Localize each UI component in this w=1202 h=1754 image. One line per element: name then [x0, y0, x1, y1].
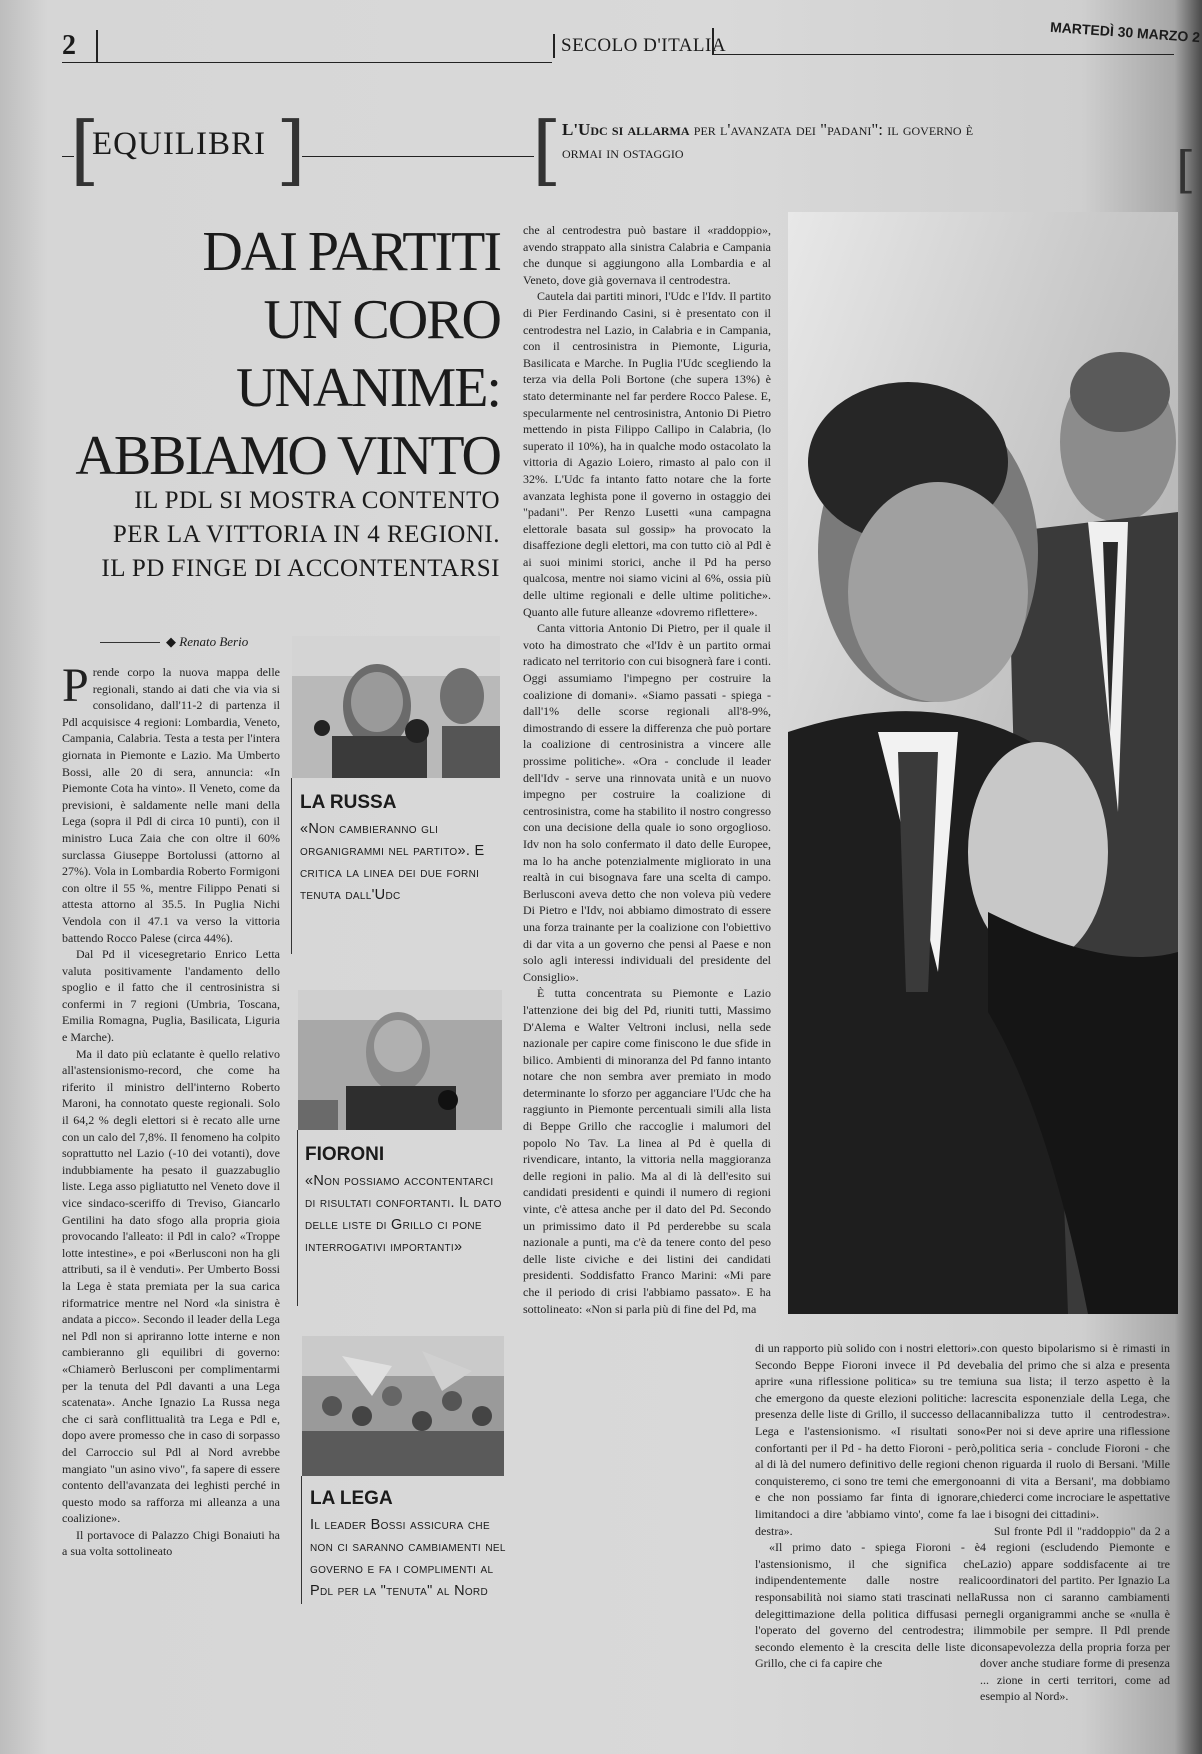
deck [60, 484, 500, 586]
photo-la-russa [292, 636, 500, 778]
paragraph: di un rapporto più solido con i nostri elettori». Secondo Beppe Fioroni invece il Pd deve aprire «una riflessione politica» su tre temi che emergono da queste elezioni politiche: la presenza delle liste di Grillo, il successo della Lega e l'astensionismo. «I risultati sono confortanti per il Pd - ha detto Fioroni - però, al di là del numero definitivo delle regioni che conquisteremo, ci sono tre temi che emergono e che non possiamo far finta di ignorare, limitandoci a dire 'abbiamo vinto', come fa la destra». [755, 1341, 980, 1538]
bracket-open-icon-2: [ [532, 105, 562, 194]
sub-kicker-lead: L'Udc si allarma [562, 120, 690, 139]
main-photo [788, 212, 1178, 1314]
issue-date: MARTEDÌ 30 MARZO 2 [1049, 18, 1201, 46]
sidebar-quote: «Non cambieranno gli organigrammi nel partito». E critica la linea dei due forni tenuta dall'Udc [300, 821, 485, 903]
paragraph: Il portavoce di Palazzo Chigi Bonaiuti ha a sua volta sottolineato [62, 1527, 280, 1559]
deck-line: PER LA VITTORIA IN 4 REGIONI. [112, 521, 500, 548]
headline [60, 218, 500, 490]
bracket-close-icon: ] [276, 105, 306, 194]
paragraph: Sul fronte Pdl il "raddoppio" da 2 a 4 regioni (escludendo Piemonte e Lazio) appare soddisfacente ai tre coordinatori del partito. Per Ignazio La Russa non ci saranno cambiamenti negli organigrammi anche se «nulla è immobile per sempre. Il Pdl prende consapevolezza della propria forza per dover anche studiare forme di presenza ... zione in certi territori, come ad esempio al Nord». [980, 1523, 1170, 1704]
photo-fioroni [298, 990, 502, 1130]
sub-kicker [562, 118, 1002, 164]
headline-line: UNANIME: [236, 357, 500, 419]
header-rule [62, 62, 552, 63]
sidebar-quote: «Non possiamo accontentarci di risultati confortanti. Il dato delle liste di Grillo ci pone interrogativi importanti» [305, 1173, 502, 1255]
deck-line: IL PD FINGE DI ACCONTENTARSI [101, 555, 500, 582]
sidebar-rule [301, 1476, 302, 1604]
paragraph-text: rende corpo la nuova mappa delle regionali, stando ai dati che via via si consolidano, dall'11-2 di partenza il Pdl acquisisce 4 regioni: Lombardia, Veneto, Campania, Calabria. Testa a testa per l'intera giornata in Piemonte e Lazio. Ma Umberto Bossi, alle 20 di sera, annuncia: «In Piemonte Cota ha vinto». Il Veneto, come da previsioni, è saldamente nelle mani della Lega (sopra il Pdl di circa 10 punti), con il ministro Luca Zaia che con oltre il 60% surclassa Giuseppe Bortolussi (attorno al 27%). Vola in Lombardia Roberto Formigoni con oltre il 55 %, mentre Filippo Penati si attesta attorno al 35.5. In Puglia Nichi Vendola con il 47.1 va verso la vittoria battendo Rocco Palese (circa 44%). [62, 665, 280, 945]
section-kicker: EQUILIBRI [92, 126, 266, 162]
bracket-open-icon-3: [ [1176, 141, 1196, 199]
sidebar-quote: Il leader Bossi assicura che non ci saranno cambiamenti nel governo e fa i complimenti al Pdl per la "tenuta" al Nord [310, 1517, 506, 1599]
sub-kicker-rest: per l'avanzata dei "padani": il governo è ormai in ostaggio [562, 120, 974, 162]
article-column-1 [62, 659, 280, 1560]
paragraph: «Il primo dato - spiega Fioroni - è l'astensionismo, il che significa che indipendentemente dalle nostre reali responsabilità noi siamo stati trascinati nella delegittimazione della politica diffusasi per l'operato del governo del centrodestra; il secondo elemento è la crescita delle liste di Grillo, che ci fa capire che [755, 1540, 980, 1671]
page-spine [1174, 0, 1202, 1754]
byline: ◆ Renato Berio [166, 634, 249, 649]
drop-cap: P [62, 659, 89, 712]
masthead: SECOLO D'ITALIA [553, 34, 726, 58]
byline-rule [100, 642, 160, 643]
sidebar-rule [297, 1130, 298, 1306]
kicker-rule-right [302, 156, 534, 157]
article-column-3 [755, 1340, 980, 1672]
headline-line: UN CORO [263, 289, 500, 351]
deck-line: IL PDL SI MOSTRA CONTENTO [134, 487, 500, 514]
paragraph: Ma il dato più eclatante è quello relativo all'astensionismo-record, che come ha riferito il ministro dell'interno Roberto Maroni, ha connotato queste regionali. Solo il 64,2 % degli elettori si è recato alle urne con un calo del 7,8%. Il fenomeno ha colpito soprattutto nel Lazio (-10 dei votanti), dove indubbiamente ha pesato il guazzabuglio liste. Lega asso pigliatutto nel Veneto dove il vice sindaco-sceriffo di Treviso, Giancarlo Gentilini ha dato sfogo alla propria gioia provocando l'alleato: il Pdl in calo? «Troppe lotte intestine», e poi «Berlusconi non ha gli attributi, sa il è venduti». Per Umberto Bossi la Lega è stata premiata per la sua carica riformatrice mentre nel Nord «la sinistra è andata a picco». Secondo il leader della Lega nel Pdl non si apriranno lotte interne e non cambieranno gli equilibri di governo: «Chiamerò Berlusconi per complimentarmi per la tenuta del Pdl davanti a una Lega scatenata». Anche Ignazio La Russa nega che ci sarà conflittualità tra Lega e Pdl e, dopo avere promesso che in caso di sorpasso del Carroccio sul Pdl al Nord avrebbe mangiato "un asino vivo", fa sapere di essere contento dell'avanzata dei leghisti perché in questo modo sa rafforza mi alleanza a una coalizione». [62, 1046, 280, 1526]
byline-author: Renato Berio [179, 634, 249, 649]
paragraph: Canta vittoria Antonio Di Pietro, per il quale il voto ha dimostrato che «l'Idv è un partito ormai radicato nel territorio con cui bisognerà fare i conti. Oggi assumiamo l'impegno per costruire la coalizione di domani». «Siamo passati - spiega - dall'1% delle scorse regionali all'8-9%, dimostrando di essere la differenza che può portare la coalizione di centrosinistra a vincere alle prossime politiche». «Ora - conclude il leader dell'Idv - serve una rinnovata unità e un nuovo impegno per costruire la coalizione di centrosinistra, come ha stabilito il nostro congresso con una decisione della quale io sono orgoglioso. Idv non ha solo confermato il dato delle Europee, ma lo ha anche potenzialmente migliorato in una realtà in cui bisognava fare una scelta di campo. Berlusconi aveva detto che non voleva più vedere Di Pietro e l'Idv, noi abbiamo dimostrato di essere una forza trainante per la coalizione con l'obiettivo di dar vita a un governo che pensi al Paese e non solo agli interessi individuali del presidente del Consiglio». [523, 621, 771, 984]
paragraph: Dal Pd il vicesegretario Enrico Letta valuta positivamente l'andamento dello spoglio e il fatto che il centrosinistra si confermi in 7 regioni (Umbria, Toscana, Emilia Romagna, Puglia, Basilicata, Liguria e Marche). [62, 947, 280, 1045]
paragraph: con questo bipolarismo si è rimasti in balia del primo che si alza e presenta una sua lista; il terzo aspetto è la crescita esponenziale della Lega, che cannibalizza tutto il centrodestra». «Per noi si deve aprire una riflessione politica seria - conclude Fioroni - che non riguarda il ruolo di Bersani. 'Mille anni di vita a Bersani', ma dobbiamo chiederci come incrociare le aspettative e i bisogni dei cittadini». [980, 1341, 1170, 1521]
headline-line: ABBIAMO VINTO [75, 425, 500, 487]
article-column-2 [523, 222, 771, 1317]
sidebar-name: FIORONI [305, 1144, 385, 1165]
page-number: 2 [62, 30, 98, 62]
bracket-open-icon: [ [70, 105, 100, 194]
paragraph [62, 659, 280, 946]
paragraph: È tutta concentrata su Piemonte e Lazio l'attenzione dei big del Pd, riuniti tutti, Massimo D'Alema e Walter Veltroni inclusi, nella sede nazionale per capire come finiscono le due sfide in bilico. Ambienti di minoranza del Pd fanno intanto notare che non sembra aver premiato in modo determinante lo sforzo per agganciare l'Udc che ha raggiunto in Piemonte percentuali simili alla lista di Beppe Grillo che raccoglie i malumori del popolo No Tav. La linea al Pd è quella di rivendicare, intanto, la vittoria nella maggioranza delle regioni in palio. Ma al di là dell'esito sui candidati presidenti e quindi il numero di regioni vinte, c'è attesa anche per il dato del Pd. Secondo un primissimo dato il Pd perderebbe su scala nazionale a punti, ma c'è da tenere conto del peso delle liste civiche e dei listini dei candidati presidenti. Soddisfatto Franco Marini: «Mi pare che il periodo di crisi l'abbiamo passato». E ha sottolineato: «Non si parla più di fine del Pd, ma [523, 986, 771, 1316]
headline-line: DAI PARTITI [202, 221, 500, 283]
paragraph: che al centrodestra può bastare il «raddoppio», avendo strappato alla sinistra Calabria e Campania che dunque si aggiungono alla Lombardia e al Veneto, dove già governava il centrodestra. [523, 223, 771, 287]
paragraph: Cautela dai partiti minori, l'Udc e l'Idv. Il partito di Pier Ferdinando Casini, si è presentato con il centrodestra nel Lazio, in Calabria e in Campania, con il centrosinistra in Piemonte, Liguria, Basilicata e Marche. In Puglia l'Udc scegliendo la terza via della Poli Bortone (che supera 13%) è stato determinante nel far perdere Rocco Palese. E, specularmente nel centrosinistra, Antonio Di Pietro mettendo in pista Filippo Callipo in Calabria, (lo superato il 10%), ha in qualche modo ostacolato la vittoria di Agazio Loiero, rimasto al palo con il 32%. L'Udc fa intanto fatto notare che la forte avanzata leghista pone il governo in ostaggio dei "padani". Per Renzo Lusetti «una campagna elettorale basata sul gossip» ha provocato la disaffezione degli elettori, ma con tutto ciò al Pdl è ai suoi minimi storici, anche il Pd ha perso qualcosa, mentre noi siamo vicini al 6%, ossia più delle ultime regionali e delle ultime politiche». Quanto alle future alleanze «dovremo riflettere». [523, 289, 771, 619]
sidebar-rule [291, 778, 292, 954]
sidebar-name: LA RUSSA [300, 792, 397, 813]
sidebar-name: LA LEGA [310, 1488, 393, 1509]
article-column-4 [980, 1340, 1170, 1705]
photo-la-lega [302, 1336, 504, 1476]
